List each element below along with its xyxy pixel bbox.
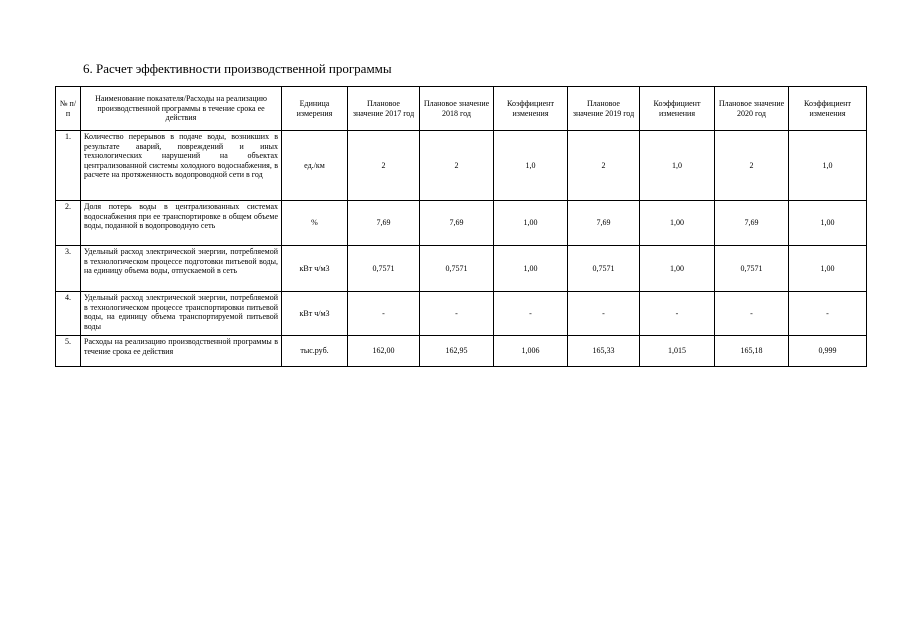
table-header-row <box>56 87 867 131</box>
row-unit: кВт ч/м3 <box>282 246 348 292</box>
row-number: 4. <box>56 292 81 336</box>
row-coef-2018: 1,0 <box>494 131 568 201</box>
row-plan-2019: 2 <box>568 131 640 201</box>
row-coef-2020: - <box>789 292 867 336</box>
row-unit: % <box>282 201 348 246</box>
row-indicator-name: Доля потерь воды в централизованных системах водоснабжения при ее транспортировке в общем объеме воды, поданной в водопроводную сеть <box>81 201 282 246</box>
header-cell-indicator: Наименование показателя/Расходы на реализацию производственной программы в течение срока ее действия <box>81 87 282 131</box>
row-number: 1. <box>56 131 81 201</box>
row-unit: кВт ч/м3 <box>282 292 348 336</box>
header-cell-plan-2019: Плановое значение 2019 год <box>568 87 640 131</box>
row-coef-2019: 1,0 <box>640 131 715 201</box>
table-row <box>56 201 867 246</box>
row-plan-2018: 2 <box>420 131 494 201</box>
table-row <box>56 131 867 201</box>
row-unit: тыс.руб. <box>282 336 348 367</box>
row-plan-2020: - <box>715 292 789 336</box>
table-row <box>56 292 867 336</box>
row-coef-2018: 1,006 <box>494 336 568 367</box>
row-plan-2020: 7,69 <box>715 201 789 246</box>
row-plan-2018: 162,95 <box>420 336 494 367</box>
header-cell-number: № п/п <box>56 87 81 131</box>
row-plan-2019: 0,7571 <box>568 246 640 292</box>
table-row <box>56 246 867 292</box>
row-plan-2019: - <box>568 292 640 336</box>
row-plan-2017: 0,7571 <box>348 246 420 292</box>
row-plan-2017: 7,69 <box>348 201 420 246</box>
row-plan-2018: 0,7571 <box>420 246 494 292</box>
row-plan-2019: 7,69 <box>568 201 640 246</box>
header-cell-unit: Единица измерения <box>282 87 348 131</box>
row-indicator-name: Количество перерывов в подаче воды, возникших в результате аварий, повреждений и иных технологических нарушений на объектах централизованной системы холодного водоснабжения, в расчете на протяженность водопроводной сети в год <box>81 131 282 201</box>
row-coef-2019: 1,015 <box>640 336 715 367</box>
row-plan-2017: - <box>348 292 420 336</box>
row-coef-2019: 1,00 <box>640 246 715 292</box>
row-coef-2020: 1,0 <box>789 131 867 201</box>
row-number: 3. <box>56 246 81 292</box>
header-cell-plan-2020: Плановое значение 2020 год <box>715 87 789 131</box>
row-coef-2020: 1,00 <box>789 201 867 246</box>
header-cell-coef-2020: Коэффициент изменения <box>789 87 867 131</box>
header-cell-plan-2017: Плановое значение 2017 год <box>348 87 420 131</box>
section-title: 6. Расчет эффективности производственной программы <box>83 61 392 76</box>
row-coef-2020: 0,999 <box>789 336 867 367</box>
row-coef-2018: 1,00 <box>494 201 568 246</box>
row-coef-2018: - <box>494 292 568 336</box>
row-indicator-name: Удельный расход электрической энергии, потребляемой в технологическом процессе подготовки питьевой воды, на единицу объема воды, отпускаемой в сеть <box>81 246 282 292</box>
efficiency-table <box>55 86 867 367</box>
row-coef-2020: 1,00 <box>789 246 867 292</box>
row-plan-2020: 0,7571 <box>715 246 789 292</box>
row-number: 2. <box>56 201 81 246</box>
row-coef-2019: 1,00 <box>640 201 715 246</box>
header-cell-coef-2018: Коэффициент изменения <box>494 87 568 131</box>
row-indicator-name: Расходы на реализацию производственной программы в течение срока ее действия <box>81 336 282 367</box>
row-plan-2020: 165,18 <box>715 336 789 367</box>
row-plan-2017: 162,00 <box>348 336 420 367</box>
row-coef-2019: - <box>640 292 715 336</box>
header-cell-coef-2019: Коэффициент изменения <box>640 87 715 131</box>
row-unit: ед./км <box>282 131 348 201</box>
row-plan-2019: 165,33 <box>568 336 640 367</box>
row-indicator-name: Удельный расход электрической энергии, потребляемой в технологическом процессе транспортировки питьевой воды, на единицу объема транспортируемой питьевой воды <box>81 292 282 336</box>
row-plan-2017: 2 <box>348 131 420 201</box>
row-plan-2018: 7,69 <box>420 201 494 246</box>
header-cell-plan-2018: Плановое значение 2018 год <box>420 87 494 131</box>
table-row <box>56 336 867 367</box>
row-plan-2020: 2 <box>715 131 789 201</box>
row-coef-2018: 1,00 <box>494 246 568 292</box>
row-plan-2018: - <box>420 292 494 336</box>
row-number: 5. <box>56 336 81 367</box>
